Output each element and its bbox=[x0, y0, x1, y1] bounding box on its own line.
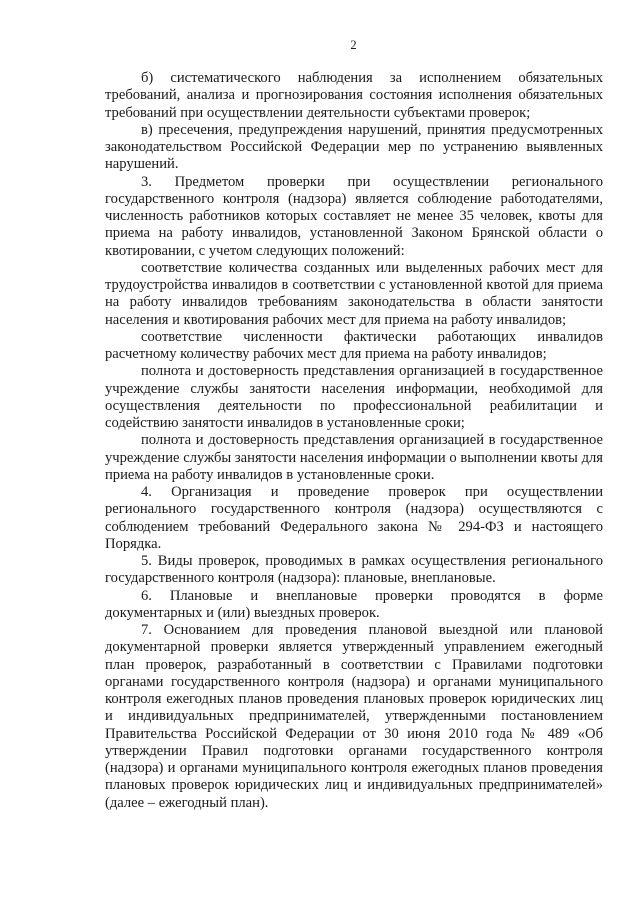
paragraph-3-item-1: соответствие количества созданных или выделенных рабочих мест для трудоустройства инвалидов в соответствии с установленной квотой для приема на работу инвалидов требованиям законодательства в области занятости населения и квотирования рабочих мест для приема на работу инвалидов; bbox=[105, 259, 603, 328]
document-body bbox=[105, 70, 603, 812]
paragraph-3-item-4: полнота и достоверность представления организацией в государственное учреждение службы занятости населения информации о выполнении квоты для приема на работу инвалидов в установленные сроки. bbox=[105, 432, 603, 483]
paragraph-3: 3. Предметом проверки при осуществлении регионального государственного контроля (надзора) является соблюдение работодателями, численность работников которых составляет не менее 35 человек, квоты для приема на работу инвалидов, установленной Законом Брянской области о квотировании, с учетом следующих положений: bbox=[105, 173, 603, 259]
paragraph-3-item-3: полнота и достоверность представления организацией в государственное учреждение службы занятости населения информации, необходимой для осуществления деятельности по профессиональной реабилитации и содействию занятости инвалидов в установленные сроки; bbox=[105, 363, 603, 431]
paragraph-b: б) систематического наблюдения за исполнением обязательных требований, анализа и прогнозирования состояния исполнения обязательных требований при осуществлении деятельности субъектами проверок; bbox=[105, 70, 603, 121]
paragraph-3-item-2: соответствие численности фактически работающих инвалидов расчетному количеству рабочих мест для приема на работу инвалидов; bbox=[105, 328, 603, 362]
paragraph-4: 4. Организация и проведение проверок при осуществлении регионального государственного контроля (надзора) осуществляются с соблюдением требований Федерального закона № 294-ФЗ и настоящего Порядка. bbox=[105, 484, 603, 552]
page-number: 2 bbox=[350, 38, 357, 52]
paragraph-7: 7. Основанием для проведения плановой выездной или плановой документарной проверки является утвержденный управлением ежегодный план проверок, разработанный в соответствии с Правилами подготовки органами государственного контроля (надзора) и органами муниципального контроля ежегодных планов проведения плановых проверок юридических лиц и индивидуальных предпринимателей, утвержденными постановлением Правительства Российской Федерации от 30 июня 2010 года № 489 «Об утверждении Правил подготовки органами государственного контроля (надзора) и органами муниципального контроля ежегодных планов проведения плановых проверок юридических лиц и индивидуальных предпринимателей» (далее – ежегодный план). bbox=[105, 622, 603, 811]
paragraph-6: 6. Плановые и внеплановые проверки проводятся в форме документарных и (или) выездных проверок. bbox=[105, 587, 603, 621]
paragraph-5: 5. Виды проверок, проводимых в рамках осуществления регионального государственного контроля (надзора): плановые, внеплановые. bbox=[105, 553, 603, 587]
paragraph-v: в) пресечения, предупреждения нарушений, принятия предусмотренных законодательством Российской Федерации мер по устранению выявленных нарушений. bbox=[105, 121, 603, 173]
